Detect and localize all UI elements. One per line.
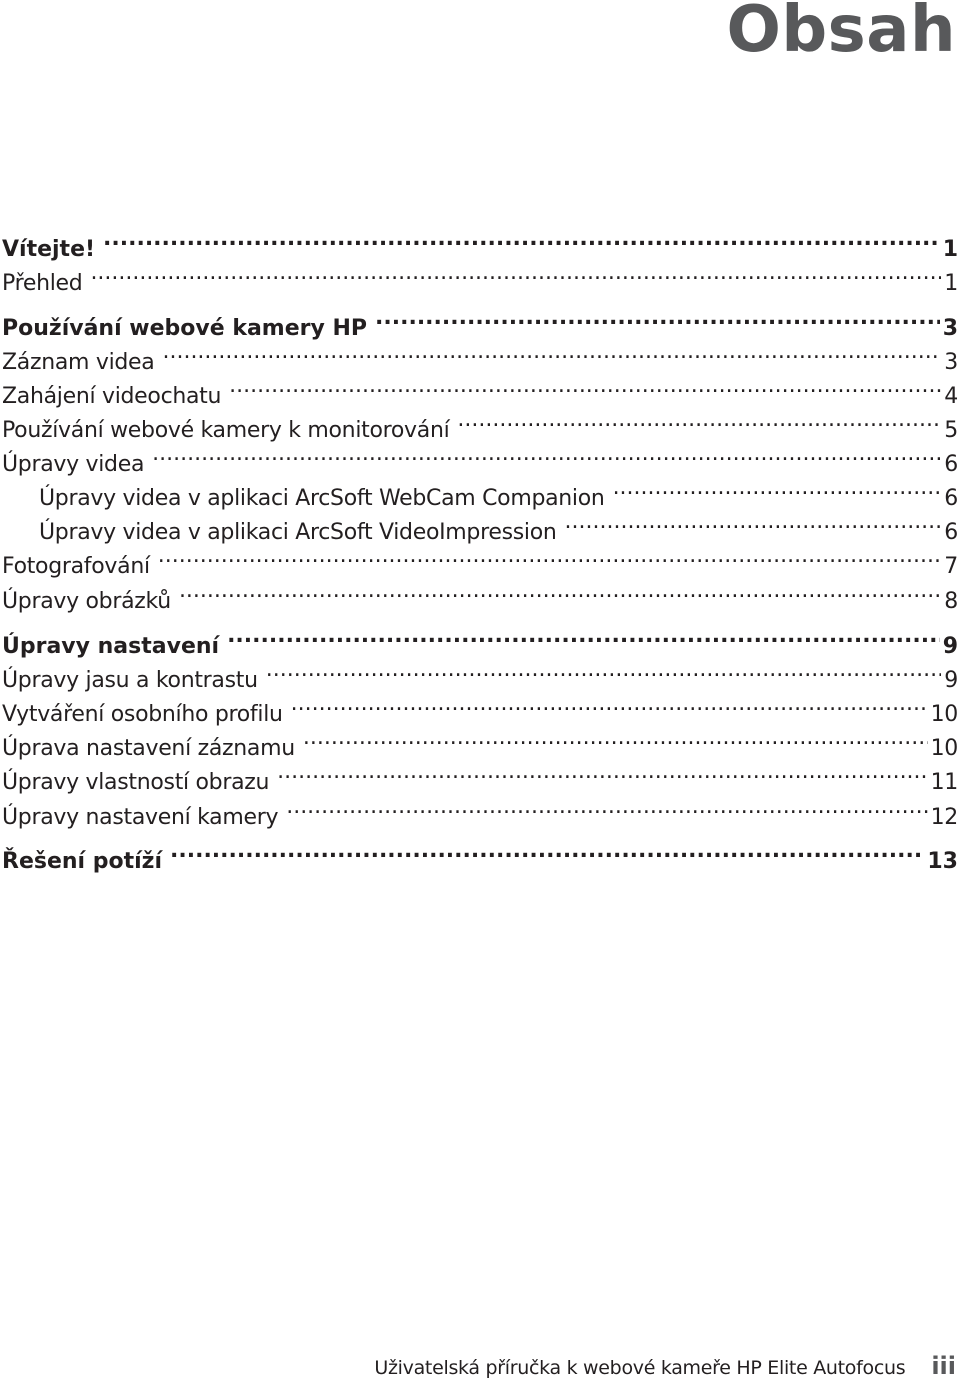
footer-page-number: iii xyxy=(931,1352,956,1380)
toc-dot-leader xyxy=(303,721,928,755)
toc-page-number: 1 xyxy=(944,271,958,296)
toc-entry-label: Vítejte! xyxy=(2,237,96,262)
toc-dot-leader xyxy=(457,403,941,437)
toc-entry-vitejte[interactable] xyxy=(2,222,958,262)
toc-entry-jas-kontrast[interactable] xyxy=(2,653,958,693)
toc-entry-osobni-profil[interactable] xyxy=(2,687,958,727)
toc-page-number: 6 xyxy=(944,452,958,477)
toc-page-number: 8 xyxy=(944,589,958,614)
toc-entry-reseni-potizi[interactable] xyxy=(2,834,958,874)
toc-entry-label: Řešení potíží xyxy=(2,849,163,874)
toc-dot-leader xyxy=(158,539,942,573)
toc-page-number: 13 xyxy=(927,849,958,874)
toc-page-number: 10 xyxy=(930,736,958,761)
toc-entry-pouzivani-webove-kamery[interactable] xyxy=(2,301,958,341)
toc-page-number: 12 xyxy=(930,805,958,830)
toc-page-number: 3 xyxy=(944,350,958,375)
page-footer xyxy=(374,1352,956,1380)
toc-dot-leader xyxy=(277,755,927,789)
toc-entry-zahajeni-videochatu[interactable] xyxy=(2,369,958,409)
toc-entry-label: Používání webové kamery HP xyxy=(2,316,368,341)
toc-entry-label: Úpravy videa v aplikaci ArcSoft WebCam Companion xyxy=(39,486,605,511)
toc-page-number: 6 xyxy=(944,520,958,545)
toc-entry-label: Úpravy videa v aplikaci ArcSoft VideoImpression xyxy=(39,520,557,545)
toc-entry-label: Vytváření osobního profilu xyxy=(2,702,283,727)
toc-page-number: 9 xyxy=(944,668,958,693)
toc-dot-leader xyxy=(229,369,941,403)
toc-page-number: 11 xyxy=(930,770,958,795)
toc-entry-upravy-nastaveni[interactable] xyxy=(2,619,958,659)
toc-page-number: 9 xyxy=(942,634,958,659)
toc-page-number: 6 xyxy=(944,486,958,511)
toc-entry-label: Fotografování xyxy=(2,554,150,579)
toc-dot-leader xyxy=(266,653,942,687)
toc-dot-leader xyxy=(179,574,941,608)
toc-entry-label: Úpravy vlastností obrazu xyxy=(2,770,270,795)
toc-entry-label: Přehled xyxy=(2,271,83,296)
toc-entry-zaznam-videa[interactable] xyxy=(2,335,958,375)
toc-entry-label: Úpravy obrázků xyxy=(2,589,171,614)
toc-dot-leader xyxy=(152,437,941,471)
toc-dot-leader xyxy=(103,222,940,256)
toc-entry-label: Úpravy nastavení kamery xyxy=(2,805,279,830)
toc-page-number: 4 xyxy=(944,384,958,409)
toc-page-number: 3 xyxy=(942,316,958,341)
toc-entry-monitorovani[interactable] xyxy=(2,403,958,443)
toc-entry-label: Úpravy jasu a kontrastu xyxy=(2,668,258,693)
page-title: Obsah xyxy=(726,0,956,67)
toc-entry-label: Používání webové kamery k monitorování xyxy=(2,418,450,443)
toc-dot-leader xyxy=(375,301,940,335)
toc-entry-fotografovani[interactable] xyxy=(2,539,958,579)
toc-dot-leader xyxy=(291,687,928,721)
toc-entry-prehled[interactable] xyxy=(2,256,958,296)
toc-dot-leader xyxy=(90,256,941,290)
toc-dot-leader xyxy=(613,471,942,505)
toc-page-number: 1 xyxy=(942,237,958,262)
toc-entry-label: Úpravy nastavení xyxy=(2,634,220,659)
toc-entry-webcam-companion[interactable] xyxy=(2,471,958,511)
toc-entry-upravy-videa[interactable] xyxy=(2,437,958,477)
toc-entry-label: Úpravy videa xyxy=(2,452,145,477)
toc-dot-leader xyxy=(286,790,927,824)
toc-entry-label: Zahájení videochatu xyxy=(2,384,222,409)
toc-page-number: 10 xyxy=(930,702,958,727)
toc-dot-leader xyxy=(565,505,942,539)
toc-entry-upravy-obrazku[interactable] xyxy=(2,574,958,614)
toc-dot-leader xyxy=(170,834,924,868)
toc-dot-leader xyxy=(162,335,941,369)
toc-entry-label: Záznam videa xyxy=(2,350,155,375)
toc-page-number: 5 xyxy=(944,418,958,443)
toc-entry-label: Úprava nastavení záznamu xyxy=(2,736,295,761)
toc-dot-leader xyxy=(227,619,940,653)
toc-entry-videoimpression[interactable] xyxy=(2,505,958,545)
toc-page-number: 7 xyxy=(944,554,958,579)
toc-entry-vlastnosti-obrazu[interactable] xyxy=(2,755,958,795)
footer-document-title: Uživatelská příručka k webové kameře HP Elite Autofocus xyxy=(374,1357,906,1379)
toc-entry-nastaveni-kamery[interactable] xyxy=(2,790,958,830)
toc-entry-nastaveni-zaznamu[interactable] xyxy=(2,721,958,761)
